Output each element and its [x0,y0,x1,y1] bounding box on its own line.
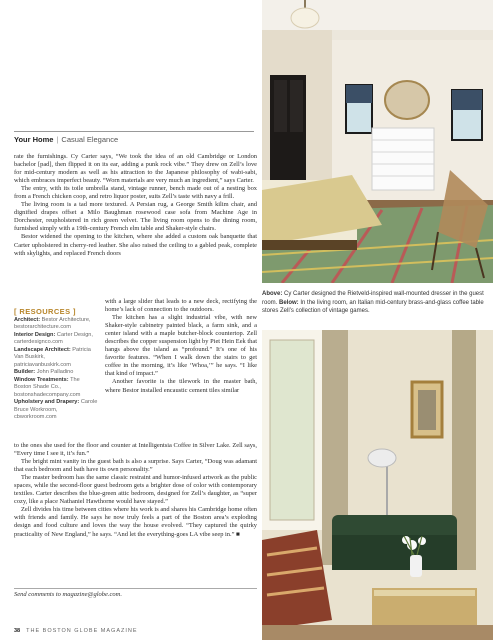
paragraph: The kitchen has a slight industrial vibe, with new Shaker-style cabinetry painted black, a farm sink, and a center island with a maple butcher-block countertop. Zell describes the copper suspension light by Piet Hein Eek that hangs above the island as “profound.” It’s one of his favorite features. “When I walk down the stairs to get coffee in the morning, it’s like ‘Whoa,’” he says. “I like that kind of impact.” [105,314,257,378]
publication-name: THE BOSTON GLOBE MAGAZINE [26,628,138,634]
resource-item [14,377,98,399]
resource-value: Carole Bruce Workroom, cbworkroom.com [14,399,98,420]
resource-label: Builder: [14,369,36,376]
paragraph: The living room is a tad more textured. A Persian rug, a George Smith kilim chair, and dignified drapes offset a Milo Baughman rosewood case sofa from Machine Age in Dorchester, reupholstered in rich green velvet. The living room opens to the dining room, furnished simply with a 19th-century French elm table and Shaker-style chairs. [14,201,257,233]
resource-item [14,317,98,331]
paragraph: The entry, with its toile umbrella stand, vintage runner, bench made out of a nesting box from a French chicken coop, and retro liquor poster, suits Zell’s taste with navy a frill. [14,185,257,201]
paragraph: Zell divides his time between cities where his work is and shares his Cambridge home often with friends and family. He says he now truly feels a part of the Boston area’s exploding design and food culture and loves the way the house evolved. “They captured the quirky practicality of New England,” he says. “And let the everything-goes LA vibe seep in.” ■ [14,506,257,538]
paragraph: The master bedroom has the same classic restraint and humor-infused artwork as the public spaces, while the second-floor guest bedroom gets a brighter dose of color with contemporary textiles. Carter describes the blue-green attic bedroom, designed for Zell’s daughter, as “super cozy, like a place Nathaniel Hawthorne would have stayed.” [14,474,257,506]
resource-label: Landscape Architect: [14,347,71,354]
resource-value: John Palladino [36,369,74,376]
send-comments: Send comments to magazine@globe.com. [14,591,122,598]
article-body-top [14,153,257,258]
resource-value: The Boston Shade Co., bostonshadecompany.com [14,377,81,398]
paragraph: Another favorite is the tilework in the master bath, where Bestor installed encaustic cement tiles similar [105,378,257,394]
resource-label: Upholstery and Drapery: [14,399,80,406]
photo-caption [262,290,490,316]
paragraph: rate the furnishings. Cy Carter says, “We took the idea of an old Cambridge or London bachelor [pad], then flipped it on its ear, adding a punk rock vibe.” They drew on Zell’s love for mid-century modern as well as his attraction to the Japanese philosophy of wabi-sabi, which embraces imperfect beauty. “Worn materials are very much an ingredient,” says Carter. [14,153,257,185]
caption-above-text: Cy Carter designed the Rietveld-inspired wall-mounted dresser in the guest room. [262,291,484,306]
divider [14,588,257,589]
section-title: Your Home [14,135,54,144]
resource-value: Bestor Architecture, bestorarchitecture.com [14,317,91,331]
article-body-bottom [14,442,257,539]
paragraph: The bright mint vanity in the guest bath is also a surprise. Says Carter, “Doug was adamant that each bedroom and bath have its own personality.” [14,458,257,474]
resource-label: Window Treatments: [14,377,69,384]
paragraph: with a large slider that leads to a new deck, rectifying the home’s lack of connection to the outdoors. [105,298,257,314]
page-footer [14,628,138,634]
resources-box [14,308,98,422]
section-subtitle: Casual Elegance [61,135,119,144]
resource-item [14,399,98,421]
caption-below-label: Below: [279,299,299,306]
caption-above-label: Above: [262,291,283,297]
paragraph: to the ones she used for the floor and counter at Intelligentsia Coffee in Silver Lake. Zell says, “Every time I see it, it’s fun.” [14,442,257,458]
section-separator: | [56,135,59,144]
resource-value: Patricia Van Buskirk, patriciavanbuskirk.com [14,347,91,368]
resources-title: [ RESOURCES ] [14,307,76,316]
resource-item [14,332,98,346]
resource-value: Carter Design, carterdesignco.com [14,332,93,346]
guest-room-photo [262,0,493,283]
page-number: 38 [14,628,21,634]
article-body-right [105,298,257,395]
resource-item [14,369,98,376]
resource-item [14,347,98,369]
living-room-photo [262,330,493,640]
paragraph: Bestor widened the opening to the kitchen, where she added a custom oak banquette that Carter upholstered in cherry-red leather. She also raised the ceiling to a gabled peak, complete with skylights, and replaced French doors [14,233,257,257]
resource-label: Architect: [14,317,41,324]
resource-label: Interior Design: [14,332,56,339]
section-header [14,131,254,146]
caption-below-text: In the living room, an Italian mid-century brass-and-glass coffee table stores Zell’s collection of vintage games. [262,299,484,314]
